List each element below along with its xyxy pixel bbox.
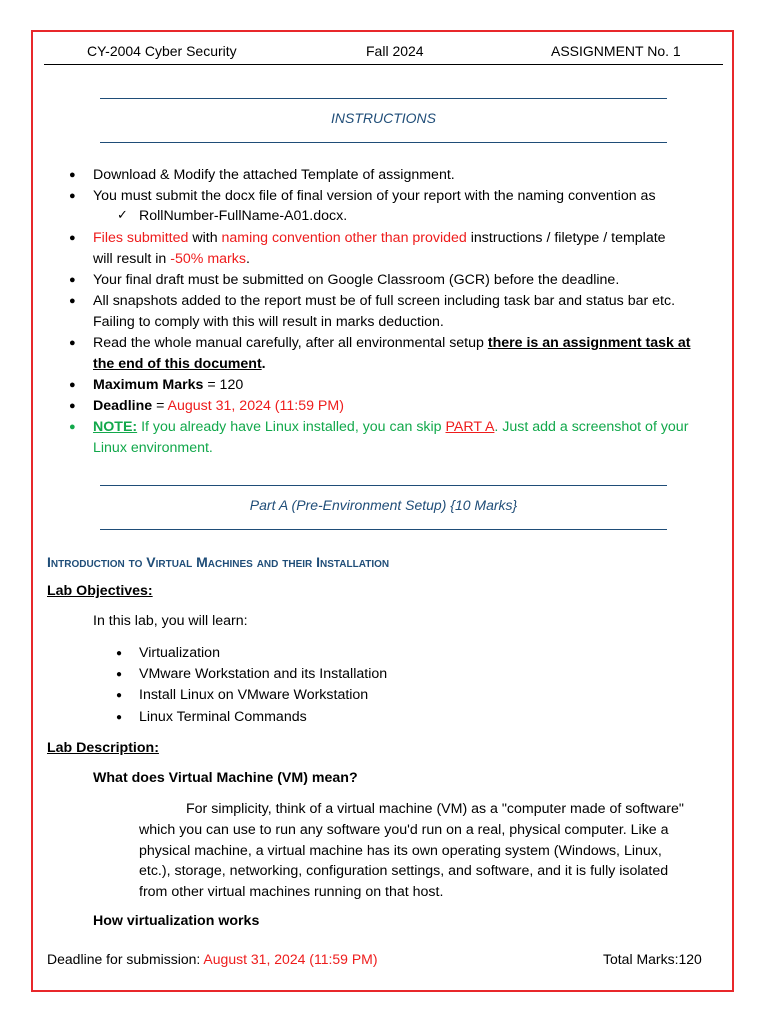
section-title: Introduction to Virtual Machines and their Installation bbox=[47, 554, 390, 570]
lab-description-heading: Lab Description: bbox=[47, 740, 159, 756]
bullet: ● bbox=[69, 169, 76, 181]
naming-convention: RollNumber-FullName-A01.docx. bbox=[139, 208, 348, 224]
bullet: ● bbox=[69, 379, 76, 391]
part-a-rule-top bbox=[100, 485, 667, 486]
bullet: ● bbox=[69, 190, 76, 202]
instruction-6: Read the whole manual carefully, after all environmental setup there is an assignment task at bbox=[93, 335, 691, 351]
objective-item: Virtualization bbox=[139, 645, 220, 661]
objective-item: Install Linux on VMware Workstation bbox=[139, 687, 369, 703]
vm-paragraph-line: which you can use to run any software you'd run on a real, physical computer. Like a bbox=[139, 822, 669, 838]
bullet: ● bbox=[69, 421, 76, 433]
vm-question: What does Virtual Machine (VM) mean? bbox=[93, 770, 358, 786]
vm-paragraph-line: physical machine, a virtual machine has its own operating system (Windows, Linux, bbox=[139, 843, 662, 859]
course-header: CY-2004 Cyber Security bbox=[87, 43, 237, 59]
instruction-5: All snapshots added to the report must be of full screen including task bar and status bar etc. bbox=[93, 293, 676, 309]
bullet: ● bbox=[69, 337, 76, 349]
deadline: Deadline = August 31, 2024 (11:59 PM) bbox=[93, 398, 344, 414]
maximum-marks: Maximum Marks = 120 bbox=[93, 377, 244, 393]
header-divider bbox=[44, 64, 723, 65]
bullet: ● bbox=[116, 712, 123, 723]
footer-total-marks: Total Marks:120 bbox=[603, 951, 702, 967]
bullet: ● bbox=[69, 274, 76, 286]
instruction-1: Download & Modify the attached Template of assignment. bbox=[93, 167, 455, 183]
footer-deadline: Deadline for submission: August 31, 2024 (11:59 PM) bbox=[47, 951, 378, 967]
objective-item: Linux Terminal Commands bbox=[139, 709, 307, 725]
instruction-3: Files submitted with naming convention other than provided instructions / filetype / template bbox=[93, 230, 666, 246]
instruction-4: Your final draft must be submitted on Google Classroom (GCR) before the deadline. bbox=[93, 272, 620, 288]
bullet: ● bbox=[69, 295, 76, 307]
note-cont: Linux environment. bbox=[93, 440, 213, 456]
objective-item: VMware Workstation and its Installation bbox=[139, 666, 388, 682]
lab-objectives-heading: Lab Objectives: bbox=[47, 583, 153, 599]
vm-paragraph-line: etc.), storage, networking, configuration settings, and software, and it is fully isolated bbox=[139, 863, 669, 879]
virtualization-question: How virtualization works bbox=[93, 913, 260, 929]
bullet: ● bbox=[116, 669, 123, 680]
vm-paragraph-line: For simplicity, think of a virtual machine (VM) as a "computer made of software" bbox=[186, 801, 684, 817]
lab-objectives-intro: In this lab, you will learn: bbox=[93, 613, 248, 629]
assignment-header: ASSIGNMENT No. 1 bbox=[551, 43, 681, 59]
note: NOTE: If you already have Linux installed, you can skip PART A. Just add a screenshot of your bbox=[93, 419, 689, 435]
check-icon: ✓ bbox=[117, 207, 128, 222]
instructions-title: INSTRUCTIONS bbox=[331, 110, 436, 126]
bullet: ● bbox=[69, 232, 76, 244]
part-a-title: Part A (Pre-Environment Setup) {10 Marks} bbox=[249, 497, 518, 513]
instruction-3-cont: will result in -50% marks. bbox=[93, 251, 250, 267]
bullet: ● bbox=[69, 400, 76, 412]
title-rule-top bbox=[100, 98, 667, 99]
term-header: Fall 2024 bbox=[366, 43, 424, 59]
instruction-2: You must submit the docx file of final version of your report with the naming convention as bbox=[93, 188, 656, 204]
part-a-rule-bottom bbox=[100, 529, 667, 530]
instruction-6-cont: the end of this document. bbox=[93, 356, 266, 372]
vm-paragraph-line: from other virtual machines running on that host. bbox=[139, 884, 444, 900]
instruction-5-cont: Failing to comply with this will result in marks deduction. bbox=[93, 314, 444, 330]
title-rule-bottom bbox=[100, 142, 667, 143]
bullet: ● bbox=[116, 648, 123, 659]
bullet: ● bbox=[116, 690, 123, 701]
